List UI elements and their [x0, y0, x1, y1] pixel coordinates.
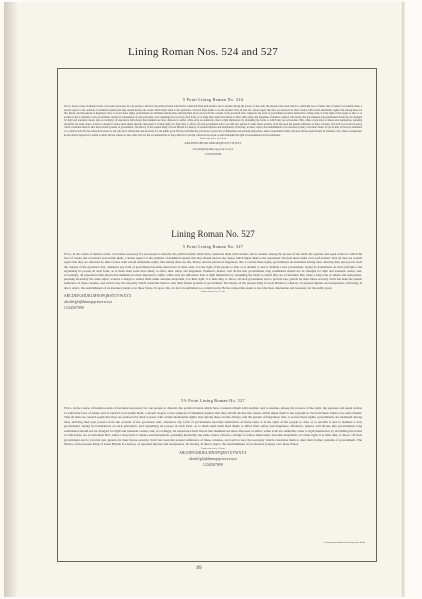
specimen-text: , in the course of human events, it becomes necessary for one people to dissolve the political bands which have connected them with another, and to assume among the powers of the earth, the separate and equal station to which the laws of nature and of nature's God entitle them, a decent respect to the opinions of mankind requires that they should declare the causes which impel them to the separation. We hold these truths to be self-evident: That all men are created equal; that they are endowed by their Creator with certain inalienable rights; that among these are life, liberty, and the pursuit of happiness; that, to secure these rights, governments are instituted among men, deriving their just powers from the consent of the governed; that, whenever any form of government becomes destructive of these ends, it is the right of the people to alter or to abolish it and to institute a new government, laying its foundations on such principles, and organizing its powers in such form, as to them shall seem most likely to effect their safety and happiness. Prudence, indeed, will dictate that governments long established should not be changed for light and transient causes; and, accordingly, all experience hath shown that mankind are more disposed to suffer, while evils are sufferable, than to right themselves by abolishing the forms to which they are accustomed. But, when a long train of abuses and usurpations, pursuing invariably the same object, evinces a design to reduce them under absolute despotism, it is their right, it is their duty, to throw off such government and to provide new guards for their future security. Such has been the patient sufferance of these colonies, and such is now the necessity which constrains them to alter their former systems of government. The history of the present King of Great Britain is a history of repeated injuries and usurpations, all having, in direct object, the establishment of an absolute tyranny over these States. To prove this, let facts be submitted to a candid world. He has refused his assent to laws the most wholesome and necessary for the public good. He has forbidden his governors to pass laws of immediate and pressing importance, unless suspended in their operation till his assent should be obtained; and, when so suspended, he has utterly neglected to attend to them. He has refused to pass other laws for the accommodation of large districts of people, unless those people would relinquish the right of representation in the legislature. [64, 105, 362, 137]
section-heading: Lining Roman No. 527 [171, 229, 255, 239]
figures: 1234567890 [204, 151, 222, 156]
page-edge [402, 2, 405, 597]
figures: 1234567890 [64, 306, 84, 311]
gutter-shadow [4, 2, 18, 597]
figures: 1234567890 [203, 463, 223, 468]
alphabet-upper: ABCDEFGHIJKLMNOPQRSTUVWXYZ [179, 450, 247, 455]
specimen-body [64, 406, 362, 447]
specimen-title: 5½ Point Lining Roman No. 527 [181, 398, 245, 403]
specimen-note: Lower case a to z, 18 ems [201, 447, 225, 450]
specimen-title: 5 Point Lining Roman No. 524 [182, 97, 244, 102]
alphabet-lower: abcdefghijklmnopqrstuvwxyz [188, 457, 238, 462]
specimen-524-block [64, 97, 362, 156]
alphabet-lower: abcdefghijklmnopqrstuvwxyz [192, 146, 234, 151]
specimen-note: Lower case a to z, 13-1.4 em [199, 138, 227, 141]
specimen-first-word: When [64, 252, 72, 256]
footnote: Fourth represented with more points leads [324, 541, 365, 544]
page-number: 89 [196, 566, 202, 571]
specimen-body [64, 252, 362, 290]
alphabet-upper: ABCDEFGHIJKLMNOPQRSTUVWXYZ [184, 141, 242, 146]
specimen-first-word: When [64, 105, 71, 108]
specimen-first-word: When [64, 406, 72, 410]
page-title: Lining Roman Nos. 524 and 527 [127, 46, 278, 58]
alphabet-lower: abcdefghijklmnopqrstuvwxyz [64, 300, 113, 305]
specimen-text: , in the course of human events, it becomes necessary for one people to dissolve the political bands which have connected them with another, and to assume, among the powers of the earth, the separate and equal station to which the laws of nature and of nature's God entitle them, a decent respect to the opinions of mankind requires that they should declare the causes which impel them to the separation. We hold these truths to be self-evident: That all men are created equal; that they are endowed by their Creator with certain inalienable rights; that among these are life, liberty, and the pursuit of happiness; that, to secure these rights, governments are instituted among men, deriving their just powers from the consent of the governed; that, whenever any form of government becomes destructive of these ends, it is the right of the people to alter or to abolish it and to institute a new government, laying its foundations on such principles, and organizing its powers in such form, as to them shall seem most likely to effect their safety and happiness. Prudence, indeed, will dictate that governments long established should not be changed for light and transient causes; and, accordingly, all experience hath shown that mankind are more disposed to suffer, while evils are sufferable, than to right themselves by abolishing the forms to which they are accustomed. But, when a long train of abuses and usurpations, pursuing invariably the same object, evinces a design to reduce them under absolute despotism, it is their right, it is their duty, to throw off such government and to provide new guards for their future security. Such has been the patient sufferance of these colonies, and such is now the necessity which constrains them to alter their former systems of government. The history of the present King of Great Britain is a history of repeated injuries and usurpations, all having, in direct object, the establishment of an absolute tyranny over these States. [64, 406, 363, 447]
specimen-527-5pt-block [64, 244, 362, 311]
specimen-body [64, 105, 362, 137]
specimen-note: Lower case a to z, 17 ems [201, 290, 225, 293]
specimen-text: , in the course of human events, it becomes necessary for one people to dissolve the political bands which have connected them with another, and to assume, among the powers of the earth, the separate and equal station to which the laws of nature and of nature's God entitle them, a decent respect to the opinions of mankind requires that they should declare the causes which impel them to the separation. We hold these truths to be self-evident: That all men are created equal; that they are endowed by their Creator with certain inalienable rights; that among these are life, liberty, and the pursuit of happiness; that, to secure these rights, governments are instituted among men, deriving their just powers from the consent of the governed; that, whenever any form of government becomes destructive of these ends, it is the right of the people to alter or to abolish it, and to institute a new government, laying its foundations on such principles, and organizing its powers in such form, as to them shall seem most likely to effect their safety and happiness. Prudence, indeed, will dictate that governments long established should not be changed for light and transient causes; and, accordingly, all experience hath shown that mankind are more disposed to suffer, while evils are sufferable, than to right themselves by abolishing the forms to which they are accustomed. But, when a long train of abuses and usurpations, pursuing invariably the same object, evinces a design to reduce them under absolute despotism, it is their right, it is their duty, to throw off such government and to provide new guards for their future security. Such has been the patient sufferance of these colonies, and such is now the necessity which constrains them to alter their former systems of government. The history of the present King of Great Britain is a history of repeated injuries and usurpations, all having, in direct object, the establishment of an absolute tyranny over these States. To prove this, let facts be submitted to a candid world. He has refused his assent to laws the most wholesome and necessary for the public good. [64, 252, 362, 290]
alphabet-upper: ABCDEFGHIJKLMNOPQRSTUVWXYZ [64, 293, 132, 298]
specimen-title: 5 Point Lining Roman No. 527 [182, 244, 244, 249]
specimen-527-5half-block [64, 398, 362, 469]
